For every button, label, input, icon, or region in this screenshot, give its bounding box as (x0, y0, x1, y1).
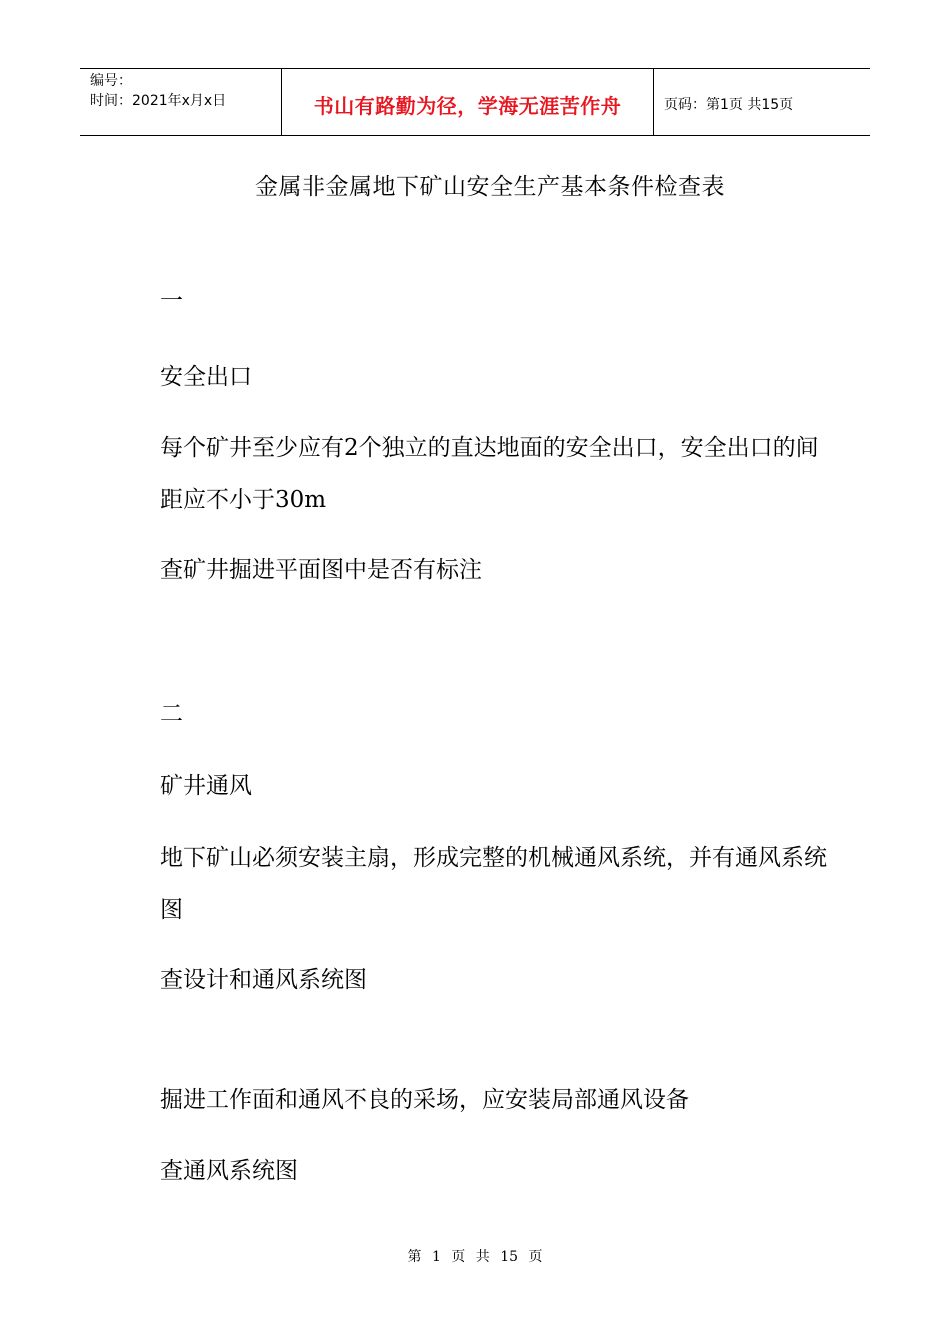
section-1-heading: 安全出口 (160, 364, 252, 390)
header-meta-cell (80, 69, 281, 135)
section-2-check-method-2: 查通风系统图 (160, 1158, 298, 1184)
section-2-number: 二 (160, 701, 183, 727)
section-1-number: 一 (160, 288, 183, 314)
section-2-heading: 矿井通风 (160, 773, 252, 799)
section-2-requirement: 地下矿山必须安装主扇，形成完整的机械通风系统，并有通风系统图 (160, 845, 827, 923)
document-date: 时间：2021年x月x日 (90, 93, 227, 109)
header-page-info: 页码：第1页 共15页 (664, 97, 794, 113)
page-header (80, 68, 870, 136)
section-1-check-method: 查矿井掘进平面图中是否有标注 (160, 557, 482, 583)
document-number-label: 编号： (90, 73, 132, 89)
section-2-requirement-2: 掘进工作面和通风不良的采场，应安装局部通风设备 (160, 1087, 689, 1113)
section-2-check-method: 查设计和通风系统图 (160, 967, 367, 993)
section-1-requirement: 每个矿井至少应有2个独立的直达地面的安全出口，安全出口的间距应不小于30m (160, 435, 819, 513)
header-motto-cell (281, 69, 654, 135)
header-page-cell (654, 69, 870, 135)
header-motto: 书山有路勤为径，学海无涯苦作舟 (313, 93, 622, 118)
document-title: 金属非金属地下矿山安全生产基本条件检查表 (255, 174, 725, 200)
page-footer: 第 1 页 共 15 页 (407, 1249, 543, 1265)
